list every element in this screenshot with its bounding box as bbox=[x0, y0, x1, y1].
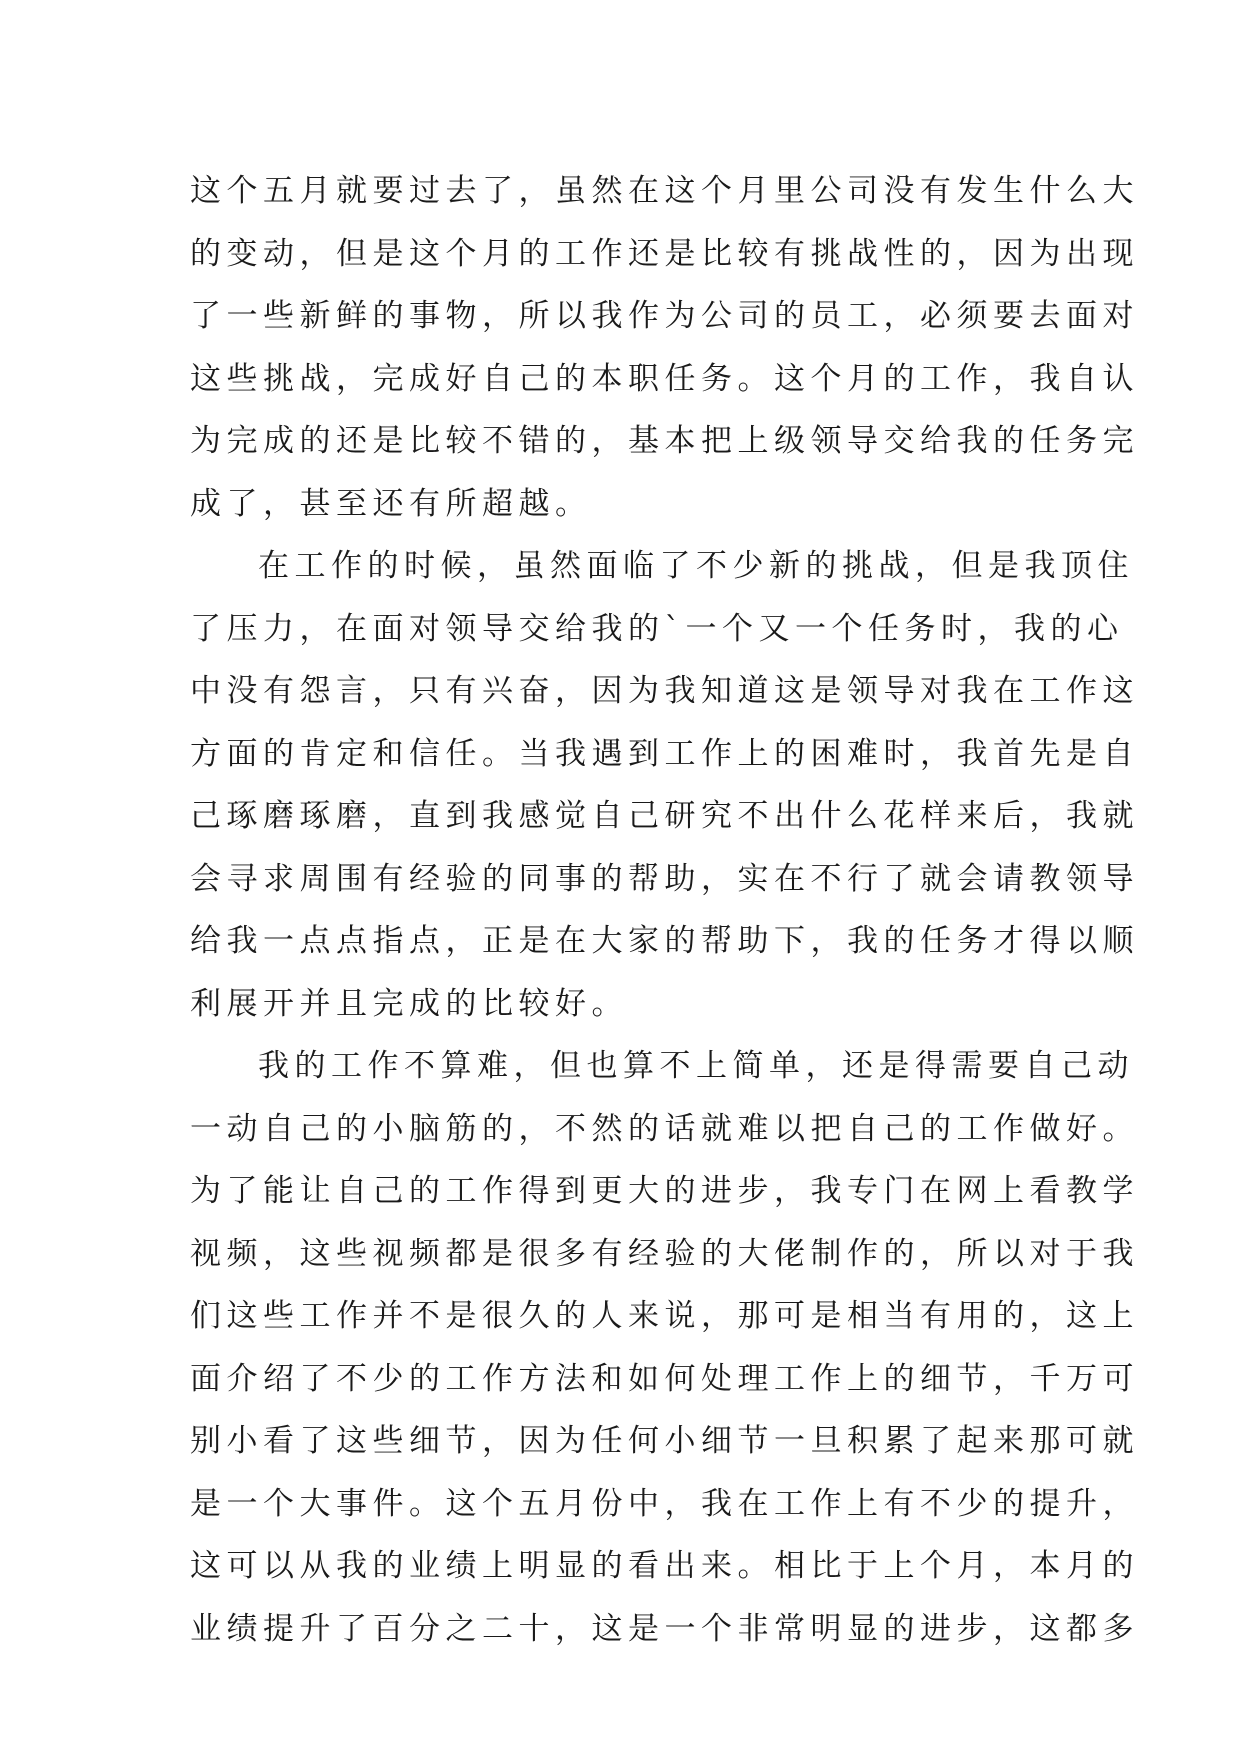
paragraph-3-line-1: 我的工作不算难，但也算不上简单，还是得需要自己动 bbox=[258, 1048, 1134, 1084]
paragraph-3-line-5: 们这些工作并不是很久的人来说，那可是相当有用的，这上 bbox=[190, 1298, 1139, 1334]
document-body bbox=[190, 160, 1139, 1660]
paragraph-2-line-2: 了压力，在面对领导交给我的`一个又一个任务时，我的心 bbox=[190, 610, 1124, 647]
paragraph-2-line-5: 己琢磨琢磨，直到我感觉自己研究不出什么花样来后，我就 bbox=[190, 798, 1139, 834]
paragraph-1-line-6: 成了，甚至还有所超越。 bbox=[190, 485, 592, 522]
paragraph-2-line-4: 方面的肯定和信任。当我遇到工作上的困难时，我首先是自 bbox=[190, 735, 1139, 772]
paragraph-3-line-9: 这可以从我的业绩上明显的看出来。相比于上个月，本月的 bbox=[190, 1548, 1139, 1584]
paragraph-3-line-2: 一动自己的小脑筋的，不然的话就难以把自己的工作做好。 bbox=[190, 1110, 1139, 1147]
paragraph-3-line-10: 业绩提升了百分之二十，这是一个非常明显的进步，这都多 bbox=[190, 1610, 1139, 1647]
paragraph-3-line-7: 别小看了这些细节，因为任何小细节一旦积累了起来那可就 bbox=[190, 1423, 1139, 1459]
paragraph-3-line-6: 面介绍了不少的工作方法和如何处理工作上的细节，千万可 bbox=[190, 1360, 1139, 1397]
paragraph-3-line-3: 为了能让自己的工作得到更大的进步，我专门在网上看教学 bbox=[190, 1173, 1139, 1209]
paragraph-2-line-7: 给我一点点指点，正是在大家的帮助下，我的任务才得以顺 bbox=[190, 923, 1139, 959]
paragraph-2-line-8: 利展开并且完成的比较好。 bbox=[190, 985, 628, 1022]
paragraph-1-line-2: 的变动，但是这个月的工作还是比较有挑战性的，因为出现 bbox=[190, 235, 1139, 272]
paragraph-1-line-4: 这些挑战，完成好自己的本职任务。这个月的工作，我自认 bbox=[190, 360, 1139, 397]
paragraph-2-line-6: 会寻求周围有经验的同事的帮助，实在不行了就会请教领导 bbox=[190, 860, 1139, 897]
paragraph-2-line-1: 在工作的时候，虽然面临了不少新的挑战，但是我顶住 bbox=[258, 548, 1134, 584]
paragraph-1-line-5: 为完成的还是比较不错的，基本把上级领导交给我的任务完 bbox=[190, 423, 1139, 459]
paragraph-1-line-3: 了一些新鲜的事物，所以我作为公司的员工，必须要去面对 bbox=[190, 298, 1139, 334]
paragraph-3-line-4: 视频，这些视频都是很多有经验的大佬制作的，所以对于我 bbox=[190, 1235, 1139, 1272]
paragraph-3-line-8: 是一个大事件。这个五月份中，我在工作上有不少的提升， bbox=[190, 1485, 1139, 1522]
paragraph-1-line-1: 这个五月就要过去了，虽然在这个月里公司没有发生什么大 bbox=[190, 173, 1139, 209]
paragraph-2-line-3: 中没有怨言，只有兴奋，因为我知道这是领导对我在工作这 bbox=[190, 673, 1139, 709]
